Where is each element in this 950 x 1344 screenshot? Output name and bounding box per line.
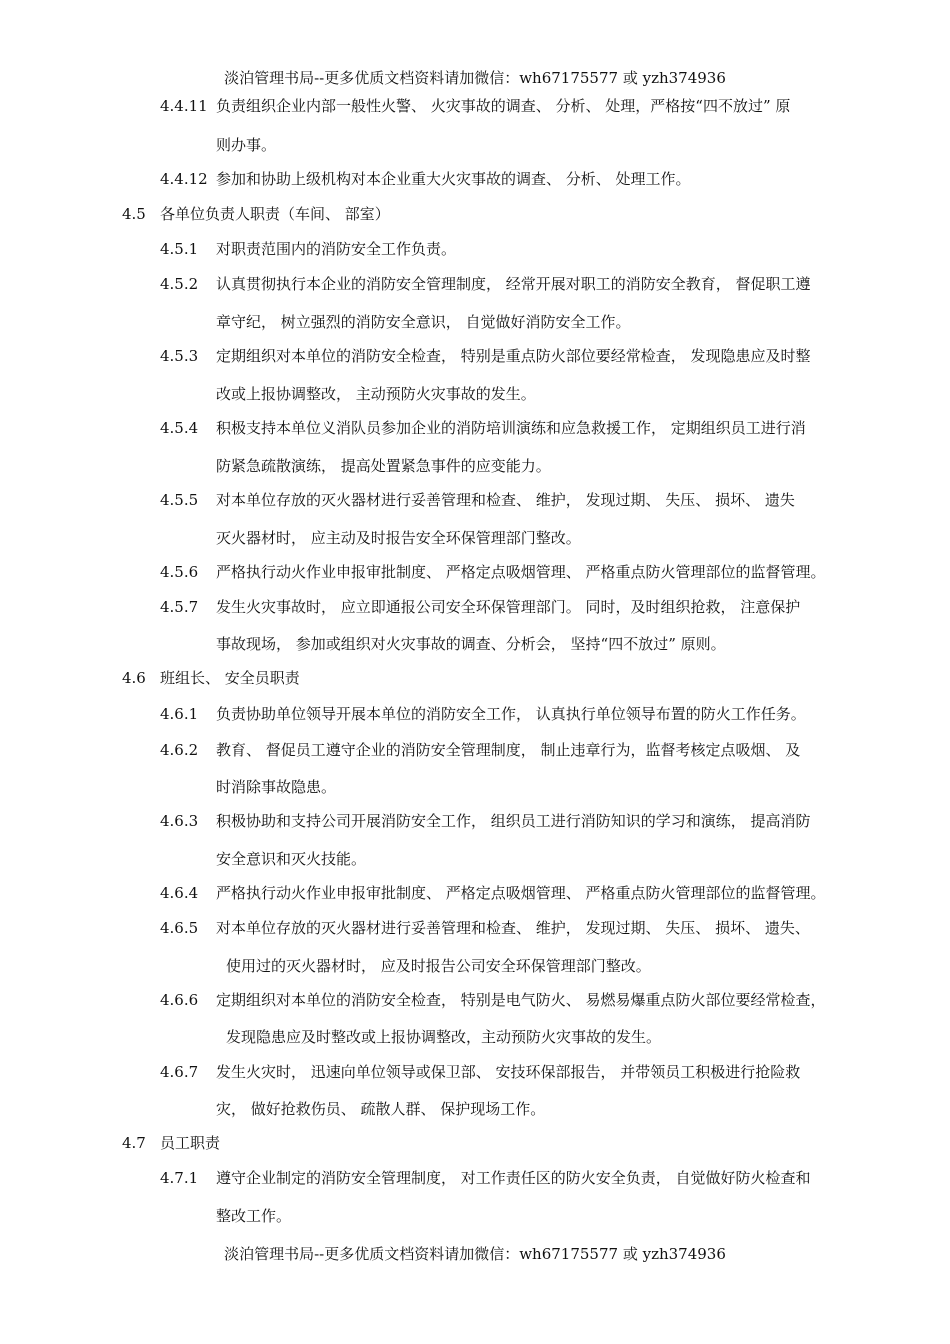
item-number: 4.5.1 xyxy=(160,240,199,258)
item-number: 4.6.4 xyxy=(160,884,199,902)
item-text: 改或上报协调整改， 主动预防火灾事故的发生。 xyxy=(216,385,536,403)
item-text: 使用过的灭火器材时， 应及时报告公司安全环保管理部门整改。 xyxy=(226,957,651,975)
item-text: 积极支持本单位义消队员参加企业的消防培训演练和应急救援工作， 定期组织员工进行消 xyxy=(216,419,806,437)
item-number: 4.7.1 xyxy=(160,1169,199,1187)
item-text: 发生火灾时， 迅速向单位领导或保卫部、 安技环保部报告， 并带领员工积极进行抢险救 xyxy=(216,1063,801,1081)
item-text: 事故现场， 参加或组织对火灾事故的调查、分析会， 坚持“四不放过” 原则。 xyxy=(216,635,726,653)
item-number: 4.5.6 xyxy=(160,563,199,581)
item-text: 防紧急疏散演练， 提高处置紧急事件的应变能力。 xyxy=(216,457,551,475)
section-number: 4.6 xyxy=(122,669,146,687)
item-number: 4.4.11 xyxy=(160,97,208,115)
item-text: 参加和协助上级机构对本企业重大火灾事故的调查、 分析、 处理工作。 xyxy=(216,170,691,188)
item-number: 4.5.2 xyxy=(160,275,199,293)
item-text: 对本单位存放的灭火器材进行妥善管理和检查、 维护， 发现过期、 失压、 损坏、 遗失 xyxy=(216,491,795,509)
section-number: 4.7 xyxy=(122,1134,146,1152)
item-number: 4.6.1 xyxy=(160,705,199,723)
item-number: 4.5.3 xyxy=(160,347,199,365)
item-text: 章守纪， 树立强烈的消防安全意识， 自觉做好消防安全工作。 xyxy=(216,313,631,331)
page-header-banner: 淡泊管理书局--更多优质文档资料请加微信：wh67175577 或 yzh374936 xyxy=(224,69,726,87)
item-text: 定期组织对本单位的消防安全检查， 特别是重点防火部位要经常检查， 发现隐患应及时整 xyxy=(216,347,811,365)
item-text: 则办事。 xyxy=(216,136,277,154)
section-number: 4.5 xyxy=(122,205,146,223)
item-number: 4.6.2 xyxy=(160,741,199,759)
item-text: 时消除事故隐患。 xyxy=(216,778,337,796)
item-text: 发现隐患应及时整改或上报协调整改，主动预防火灾事故的发生。 xyxy=(226,1028,662,1046)
item-text: 负责组织企业内部一般性火警、 火灾事故的调查、 分析、 处理，严格按“四不放过” 原 xyxy=(216,97,791,115)
item-number: 4.6.7 xyxy=(160,1063,199,1081)
item-number: 4.5.4 xyxy=(160,419,199,437)
item-number: 4.6.6 xyxy=(160,991,199,1009)
item-number: 4.5.5 xyxy=(160,491,199,509)
item-text: 对职责范围内的消防安全工作负责。 xyxy=(216,240,457,258)
item-text: 遵守企业制定的消防安全管理制度， 对工作责任区的防火安全负责， 自觉做好防火检查和 xyxy=(216,1169,811,1187)
item-text: 灾， 做好抢救伤员、 疏散人群、 保护现场工作。 xyxy=(216,1100,546,1118)
item-number: 4.4.12 xyxy=(160,170,208,188)
item-number: 4.6.5 xyxy=(160,919,199,937)
section-title: 各单位负责人职责（车间、 部室） xyxy=(160,205,390,223)
item-text: 积极协助和支持公司开展消防安全工作， 组织员工进行消防知识的学习和演练， 提高消防 xyxy=(216,812,811,830)
item-text: 发生火灾事故时， 应立即通报公司安全环保管理部门。 同时，及时组织抢救， 注意保护 xyxy=(216,598,801,616)
item-number: 4.6.3 xyxy=(160,812,199,830)
item-text: 对本单位存放的灭火器材进行妥善管理和检查、 维护， 发现过期、 失压、 损坏、 遗失、 xyxy=(216,919,810,937)
item-text: 负责协助单位领导开展本单位的消防安全工作， 认真执行单位领导布置的防火工作任务。 xyxy=(216,705,806,723)
item-number: 4.5.7 xyxy=(160,598,199,616)
item-text: 安全意识和灭火技能。 xyxy=(216,850,367,868)
item-text: 整改工作。 xyxy=(216,1207,292,1225)
item-text: 严格执行动火作业申报审批制度、 严格定点吸烟管理、 严格重点防火管理部位的监督管理。 xyxy=(216,884,826,902)
item-text: 灭火器材时， 应主动及时报告安全环保管理部门整改。 xyxy=(216,529,581,547)
item-text: 认真贯彻执行本企业的消防安全管理制度， 经常开展对职工的消防安全教育， 督促职工遵 xyxy=(216,275,811,293)
section-title: 班组长、 安全员职责 xyxy=(160,669,300,687)
section-title: 员工职责 xyxy=(160,1134,221,1152)
page-footer-banner: 淡泊管理书局--更多优质文档资料请加微信：wh67175577 或 yzh374936 xyxy=(224,1245,726,1263)
item-text: 教育、 督促员工遵守企业的消防安全管理制度， 制止违章行为，监督考核定点吸烟、 及 xyxy=(216,741,801,759)
item-text: 严格执行动火作业申报审批制度、 严格定点吸烟管理、 严格重点防火管理部位的监督管理。 xyxy=(216,563,826,581)
item-text: 定期组织对本单位的消防安全检查， 特别是电气防火、 易燃易爆重点防火部位要经常检查， xyxy=(216,991,826,1009)
